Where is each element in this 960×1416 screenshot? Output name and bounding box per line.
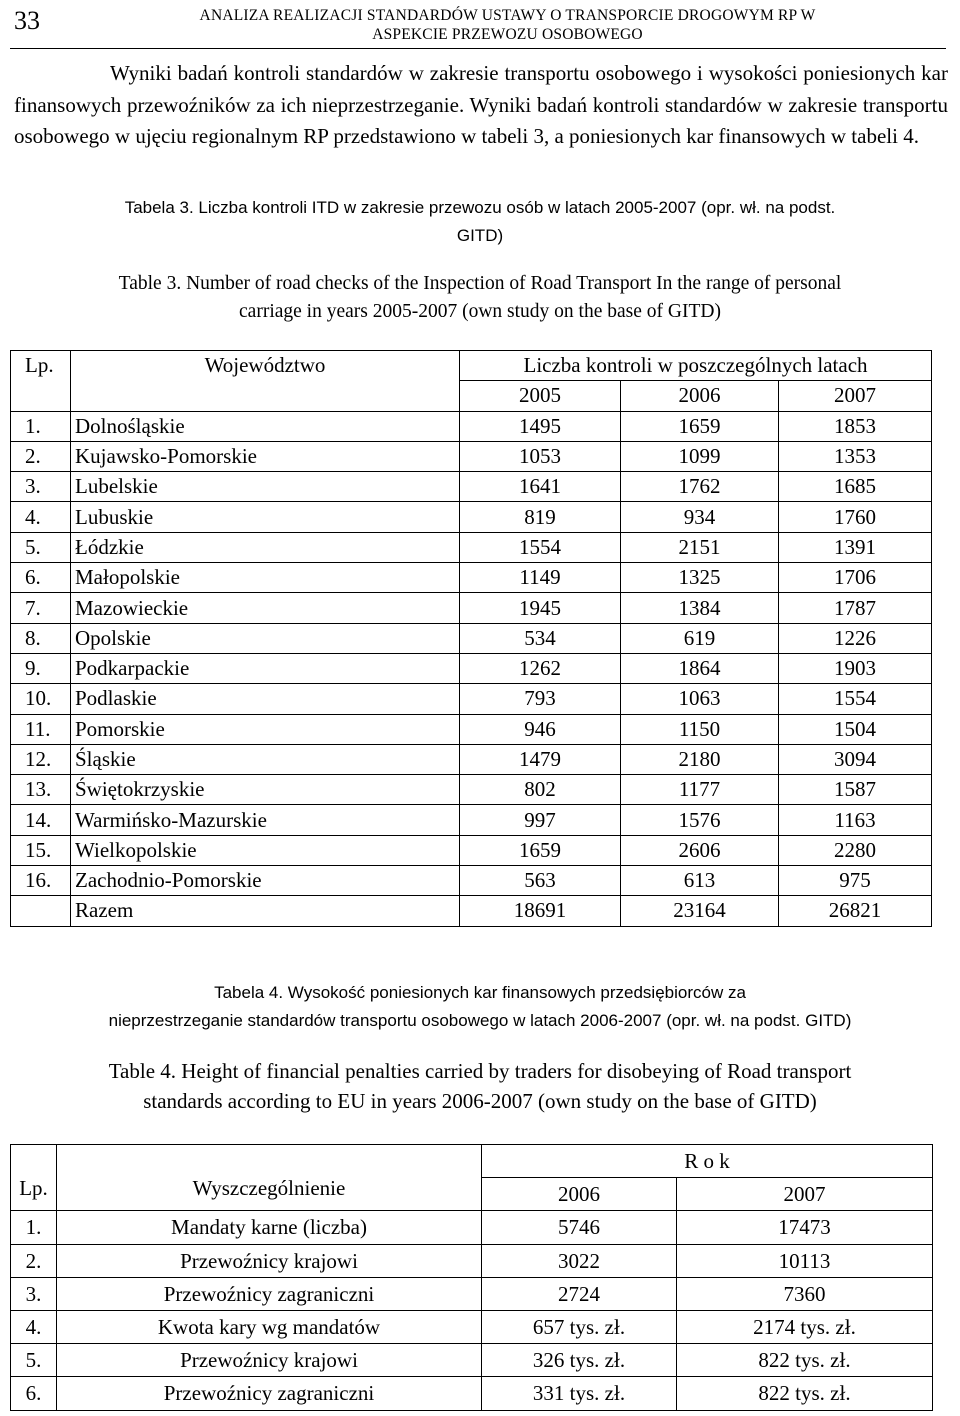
running-header-line2: ASPEKCIE PRZEWOZU OSOBOWEGO	[372, 26, 643, 43]
t4-col-lp-header: Lp.	[11, 1145, 57, 1211]
row-lp: 16.	[11, 866, 71, 896]
table-row	[11, 775, 932, 805]
value-2007: 822 tys. zł.	[677, 1344, 933, 1377]
item-name: Przewoźnicy zagraniczni	[57, 1277, 482, 1310]
table-row	[11, 593, 932, 623]
value-2006: 2724	[482, 1277, 677, 1310]
region-name: Pomorskie	[71, 714, 460, 744]
penalties-table-body	[11, 1145, 933, 1411]
header-rule	[10, 48, 946, 49]
table-row	[11, 805, 932, 835]
item-name: Przewoźnicy krajowi	[57, 1244, 482, 1277]
value-2006: 1177	[621, 775, 779, 805]
region-name: Warmińsko-Mazurskie	[71, 805, 460, 835]
total-2007: 26821	[779, 896, 932, 926]
value-2005: 997	[460, 805, 621, 835]
value-2006: 1099	[621, 441, 779, 471]
value-2007: 1353	[779, 441, 932, 471]
region-name: Dolnośląskie	[71, 411, 460, 441]
value-2007: 975	[779, 866, 932, 896]
table-row	[11, 502, 932, 532]
region-name: Mazowieckie	[71, 593, 460, 623]
row-lp: 14.	[11, 805, 71, 835]
region-name: Śląskie	[71, 744, 460, 774]
region-name: Kujawsko-Pomorskie	[71, 441, 460, 471]
year-2005-header: 2005	[460, 381, 621, 411]
total-label: Razem	[71, 896, 460, 926]
value-2005: 1262	[460, 653, 621, 683]
value-2005: 1945	[460, 593, 621, 623]
value-2006: 619	[621, 623, 779, 653]
region-name: Wielkopolskie	[71, 835, 460, 865]
table-row	[11, 1377, 933, 1410]
value-2007: 1760	[779, 502, 932, 532]
value-2006: 613	[621, 866, 779, 896]
table-row	[11, 623, 932, 653]
value-2007: 17473	[677, 1211, 933, 1244]
table-row	[11, 532, 932, 562]
region-name: Lubelskie	[71, 472, 460, 502]
table3-caption-pl-line1: Tabela 3. Liczba kontroli ITD w zakresie przewozu osób w latach 2005-2007 (opr. wł. na podst.	[124, 198, 836, 217]
value-2005: 1659	[460, 835, 621, 865]
table4-caption-pl-line1: Tabela 4. Wysokość poniesionych kar finansowych przedsiębiorców za	[214, 983, 746, 1002]
inspections-header-row	[11, 351, 932, 381]
row-lp: 6.	[11, 563, 71, 593]
value-2007: 2280	[779, 835, 932, 865]
value-2005: 1479	[460, 744, 621, 774]
value-2006: 1325	[621, 563, 779, 593]
value-2006: 2151	[621, 532, 779, 562]
row-lp: 7.	[11, 593, 71, 623]
t4-col-item-header: Wyszczególnienie	[57, 1145, 482, 1211]
value-2005: 1053	[460, 441, 621, 471]
table-row	[11, 1310, 933, 1343]
item-name: Przewoźnicy krajowi	[57, 1344, 482, 1377]
table-row	[11, 684, 932, 714]
col-region-header: Województwo	[71, 351, 460, 412]
page-number: 33	[14, 6, 40, 35]
total-lp-empty	[11, 896, 71, 926]
value-2005: 1641	[460, 472, 621, 502]
item-name: Przewoźnicy zagraniczni	[57, 1377, 482, 1410]
value-2007: 1706	[779, 563, 932, 593]
row-lp: 1.	[11, 1211, 57, 1244]
value-2006: 5746	[482, 1211, 677, 1244]
total-2006: 23164	[621, 896, 779, 926]
table-row	[11, 1344, 933, 1377]
t4-year-2006-header: 2006	[482, 1178, 677, 1211]
table-row	[11, 835, 932, 865]
table-row	[11, 653, 932, 683]
table4-caption-en-line2: standards according to EU in years 2006-2007 (own study on the base of GITD)	[143, 1089, 817, 1113]
t4-col-group-header: R o k	[482, 1145, 933, 1178]
table3-caption-pl-line2: GITD)	[456, 226, 504, 245]
table-row	[11, 472, 932, 502]
table-row	[11, 1211, 933, 1244]
region-name: Podlaskie	[71, 684, 460, 714]
value-2007: 7360	[677, 1277, 933, 1310]
table-row	[11, 744, 932, 774]
row-lp: 1.	[11, 411, 71, 441]
value-2005: 793	[460, 684, 621, 714]
item-name: Mandaty karne (liczba)	[57, 1211, 482, 1244]
row-lp: 15.	[11, 835, 71, 865]
table-row	[11, 714, 932, 744]
year-2006-header: 2006	[621, 381, 779, 411]
region-name: Łódzkie	[71, 532, 460, 562]
value-2006: 1762	[621, 472, 779, 502]
penalties-table	[10, 1144, 933, 1411]
table4-caption-pl-line2: nieprzestrzeganie standardów transportu osobowego w latach 2006-2007 (opr. wł. na podst. GITD)	[108, 1011, 852, 1030]
value-2006: 1576	[621, 805, 779, 835]
value-2007: 1554	[779, 684, 932, 714]
value-2005: 819	[460, 502, 621, 532]
value-2007: 1787	[779, 593, 932, 623]
row-lp: 9.	[11, 653, 71, 683]
region-name: Lubuskie	[71, 502, 460, 532]
running-header-line1: ANALIZA REALIZACJI STANDARDÓW USTAWY O TRANSPORCIE DROGOWYM RP W	[199, 7, 816, 24]
row-lp: 10.	[11, 684, 71, 714]
value-2006: 934	[621, 502, 779, 532]
row-lp: 4.	[11, 502, 71, 532]
region-name: Małopolskie	[71, 563, 460, 593]
row-lp: 3.	[11, 472, 71, 502]
table-row	[11, 1277, 933, 1310]
value-2007: 1903	[779, 653, 932, 683]
row-lp: 12.	[11, 744, 71, 774]
row-lp: 11.	[11, 714, 71, 744]
region-name: Zachodnio-Pomorskie	[71, 866, 460, 896]
total-row	[11, 896, 932, 926]
value-2006: 1659	[621, 411, 779, 441]
value-2007: 1391	[779, 532, 932, 562]
value-2006: 331 tys. zł.	[482, 1377, 677, 1410]
col-lp-header: Lp.	[11, 351, 71, 412]
value-2006: 326 tys. zł.	[482, 1344, 677, 1377]
col-group-header: Liczba kontroli w poszczególnych latach	[460, 351, 932, 381]
running-header	[110, 6, 905, 44]
value-2007: 1163	[779, 805, 932, 835]
total-2005: 18691	[460, 896, 621, 926]
inspections-table	[10, 350, 932, 927]
year-2007-header: 2007	[779, 381, 932, 411]
value-2006: 3022	[482, 1244, 677, 1277]
value-2007: 2174 tys. zł.	[677, 1310, 933, 1343]
region-name: Świętokrzyskie	[71, 775, 460, 805]
inspections-table-body	[11, 351, 932, 927]
table-row	[11, 411, 932, 441]
value-2007: 10113	[677, 1244, 933, 1277]
penalties-header-row	[11, 1145, 933, 1178]
row-lp: 2.	[11, 1244, 57, 1277]
value-2005: 1495	[460, 411, 621, 441]
value-2007: 1504	[779, 714, 932, 744]
intro-paragraph	[14, 58, 948, 153]
value-2007: 1226	[779, 623, 932, 653]
row-lp: 5.	[11, 1344, 57, 1377]
region-name: Podkarpackie	[71, 653, 460, 683]
item-name: Kwota kary wg mandatów	[57, 1310, 482, 1343]
intro-text: Wyniki badań kontroli standardów w zakresie transportu osobowego i wysokości poniesionych kar finansowych przewoźników za ich nieprzestrzeganie. Wyniki badań kontroli standardów w zakresie transportu osobowego w ujęciu regionalnym RP przedstawiono w tabeli 3, a poniesionych kar finansowych w tabeli 4.	[14, 61, 948, 148]
row-lp: 2.	[11, 441, 71, 471]
value-2007: 1853	[779, 411, 932, 441]
row-lp: 6.	[11, 1377, 57, 1410]
value-2005: 946	[460, 714, 621, 744]
value-2006: 2180	[621, 744, 779, 774]
table4-caption-en-line1: Table 4. Height of financial penalties carried by traders for disobeying of Road transport	[108, 1059, 852, 1083]
value-2007: 1587	[779, 775, 932, 805]
value-2005: 1149	[460, 563, 621, 593]
table-row	[11, 866, 932, 896]
value-2007: 1685	[779, 472, 932, 502]
table3-caption-en-line1: Table 3. Number of road checks of the Inspection of Road Transport In the range of personal	[118, 273, 842, 294]
t4-year-2007-header: 2007	[677, 1178, 933, 1211]
value-2006: 1063	[621, 684, 779, 714]
table3-caption-en-line2: carriage in years 2005-2007 (own study on the base of GITD)	[239, 301, 721, 322]
row-lp: 13.	[11, 775, 71, 805]
region-name: Opolskie	[71, 623, 460, 653]
value-2006: 2606	[621, 835, 779, 865]
value-2007: 3094	[779, 744, 932, 774]
value-2005: 534	[460, 623, 621, 653]
value-2006: 1864	[621, 653, 779, 683]
row-lp: 5.	[11, 532, 71, 562]
table-row	[11, 441, 932, 471]
row-lp: 4.	[11, 1310, 57, 1343]
row-lp: 3.	[11, 1277, 57, 1310]
row-lp: 8.	[11, 623, 71, 653]
table-row	[11, 1244, 933, 1277]
table-row	[11, 563, 932, 593]
value-2005: 1554	[460, 532, 621, 562]
value-2006: 1384	[621, 593, 779, 623]
value-2005: 563	[460, 866, 621, 896]
value-2005: 802	[460, 775, 621, 805]
value-2006: 1150	[621, 714, 779, 744]
value-2006: 657 tys. zł.	[482, 1310, 677, 1343]
value-2007: 822 tys. zł.	[677, 1377, 933, 1410]
